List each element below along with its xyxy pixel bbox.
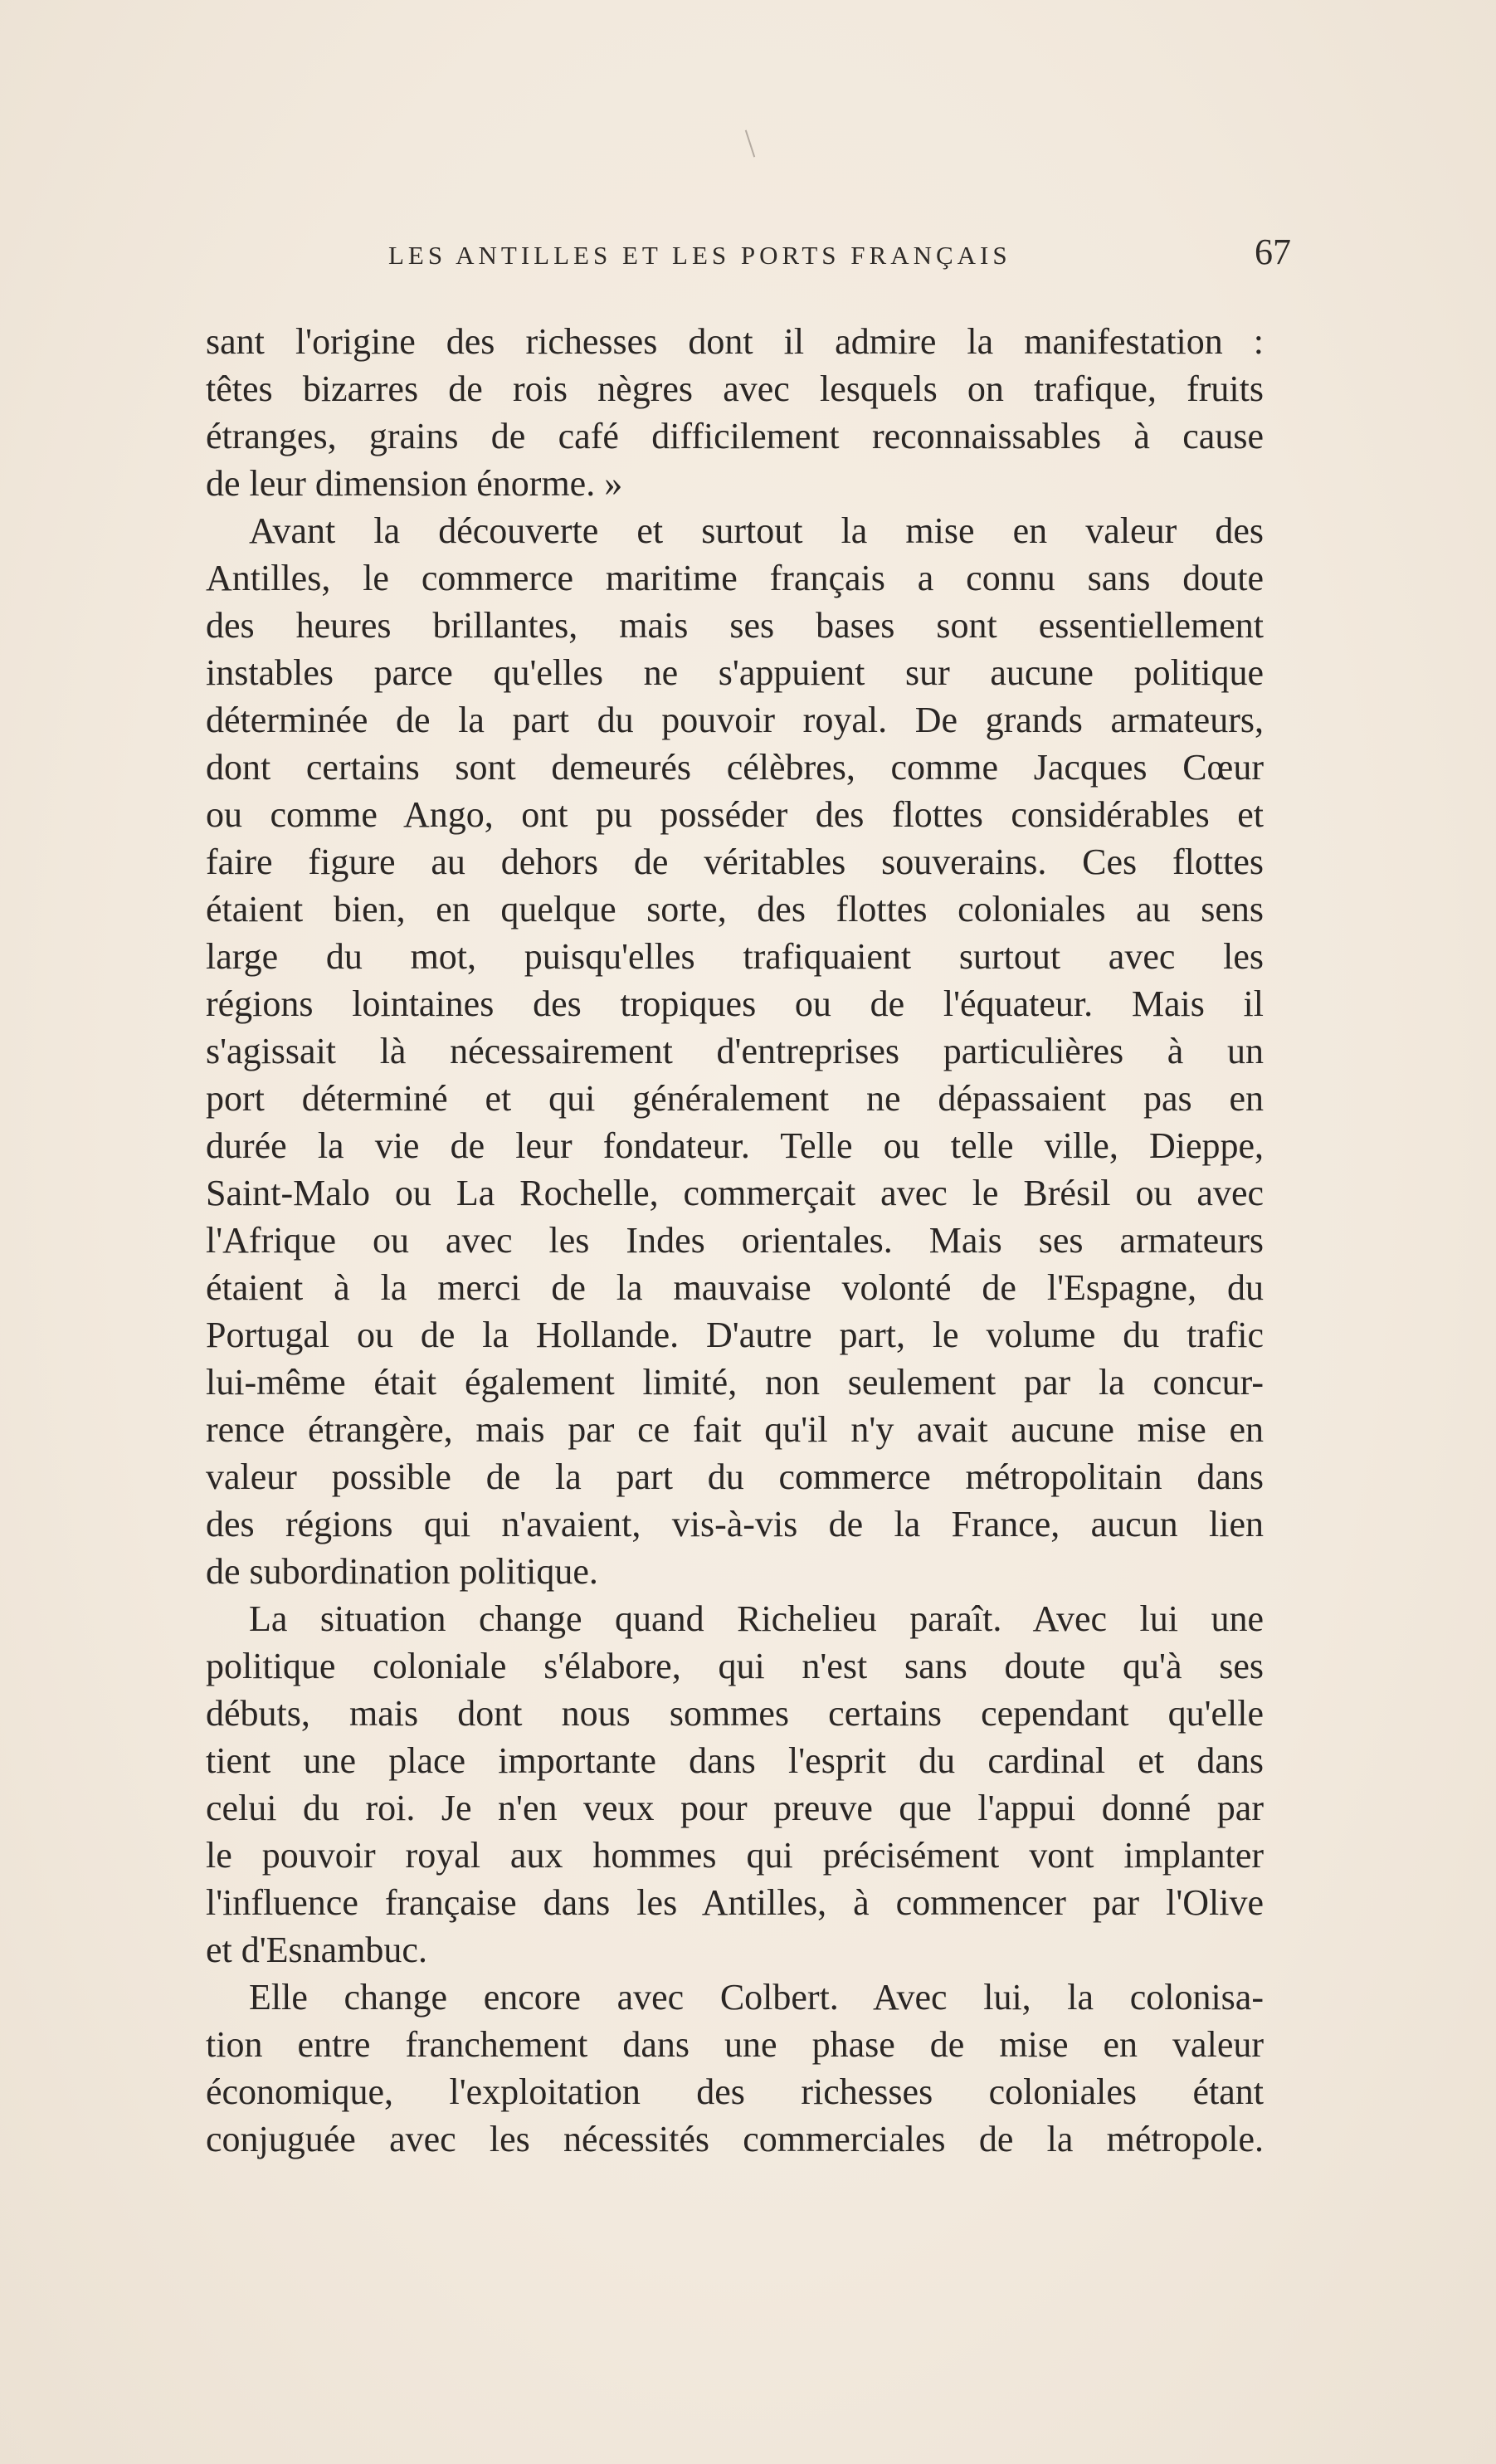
text-line: conjuguée avec les nécessités commerciales de la métropole. (206, 2119, 1264, 2159)
text-line: le pouvoir royal aux hommes qui précisément vont implanter (206, 1835, 1264, 1876)
text-line: têtes bizarres de rois nègres avec lesquels on trafique, fruits (206, 368, 1264, 409)
text-line: régions lointaines des tropiques ou de l'équateur. Mais il (206, 983, 1264, 1024)
text-line: Portugal ou de la Hollande. D'autre part, le volume du trafic (206, 1315, 1264, 1355)
text-line: politique coloniale s'élabore, qui n'est sans doute qu'à ses (206, 1646, 1264, 1686)
text-line: de leur dimension énorme. » (206, 463, 623, 504)
text-line: s'agissait là nécessairement d'entreprises particulières à un (206, 1031, 1264, 1071)
text-line: et d'Esnambuc. (206, 1930, 427, 1970)
text-line: ou comme Ango, ont pu posséder des flottes considérables et (206, 794, 1264, 835)
text-line: des heures brillantes, mais ses bases sont essentiellement (206, 605, 1264, 646)
page-number: 67 (1255, 232, 1291, 272)
text-line: Antilles, le commerce maritime français a connu sans doute (206, 558, 1264, 598)
text-line: tion entre franchement dans une phase de mise en valeur (206, 2024, 1264, 2065)
text-line: port déterminé et qui généralement ne dépassaient pas en (206, 1078, 1264, 1119)
text-line: l'influence française dans les Antilles, à commencer par l'Olive (206, 1882, 1264, 1923)
page-header (206, 227, 1291, 281)
text-line: tient une place importante dans l'esprit du cardinal et dans (206, 1740, 1264, 1781)
text-line: Elle change encore avec Colbert. Avec lui, la colonisa- (249, 1977, 1264, 2018)
text-line: sant l'origine des richesses dont il admire la manifestation : (206, 321, 1264, 362)
text-line: instables parce qu'elles ne s'appuient sur aucune politique (206, 652, 1264, 693)
text-line: La situation change quand Richelieu paraît. Avec lui une (249, 1598, 1264, 1639)
text-line: celui du roi. Je n'en veux pour preuve que l'appui donné par (206, 1788, 1264, 1828)
text-line: étaient bien, en quelque sorte, des flottes coloniales au sens (206, 889, 1264, 929)
running-title: LES ANTILLES ET LES PORTS FRANÇAIS (388, 241, 1011, 270)
text-line: étaient à la merci de la mauvaise volonté de l'Espagne, du (206, 1267, 1264, 1308)
text-line: déterminée de la part du pouvoir royal. De grands armateurs, (206, 700, 1264, 740)
text-line: débuts, mais dont nous sommes certains cependant qu'elle (206, 1693, 1264, 1734)
text-line: durée la vie de leur fondateur. Telle ou telle ville, Dieppe, (206, 1125, 1264, 1166)
body-text (206, 318, 1264, 2163)
text-line: Avant la découverte et surtout la mise en valeur des (249, 510, 1264, 551)
text-line: des régions qui n'avaient, vis-à-vis de la France, aucun lien (206, 1504, 1264, 1544)
text-line: économique, l'exploitation des richesses coloniales étant (206, 2071, 1264, 2112)
text-line: de subordination politique. (206, 1551, 598, 1592)
text-line: valeur possible de la part du commerce métropolitain dans (206, 1456, 1264, 1497)
margin-mark (745, 130, 755, 158)
text-line: lui-même était également limité, non seulement par la concur- (206, 1362, 1264, 1403)
text-line: dont certains sont demeurés célèbres, comme Jacques Cœur (206, 747, 1264, 788)
text-line: étranges, grains de café difficilement reconnaissables à cause (206, 416, 1264, 456)
text-line: l'Afrique ou avec les Indes orientales. Mais ses armateurs (206, 1220, 1264, 1261)
text-line: rence étrangère, mais par ce fait qu'il n'y avait aucune mise en (206, 1409, 1264, 1450)
text-line: faire figure au dehors de véritables souverains. Ces flottes (206, 842, 1264, 882)
text-line: Saint-Malo ou La Rochelle, commerçait avec le Brésil ou avec (206, 1173, 1264, 1213)
text-line: large du mot, puisqu'elles trafiquaient surtout avec les (206, 936, 1264, 977)
